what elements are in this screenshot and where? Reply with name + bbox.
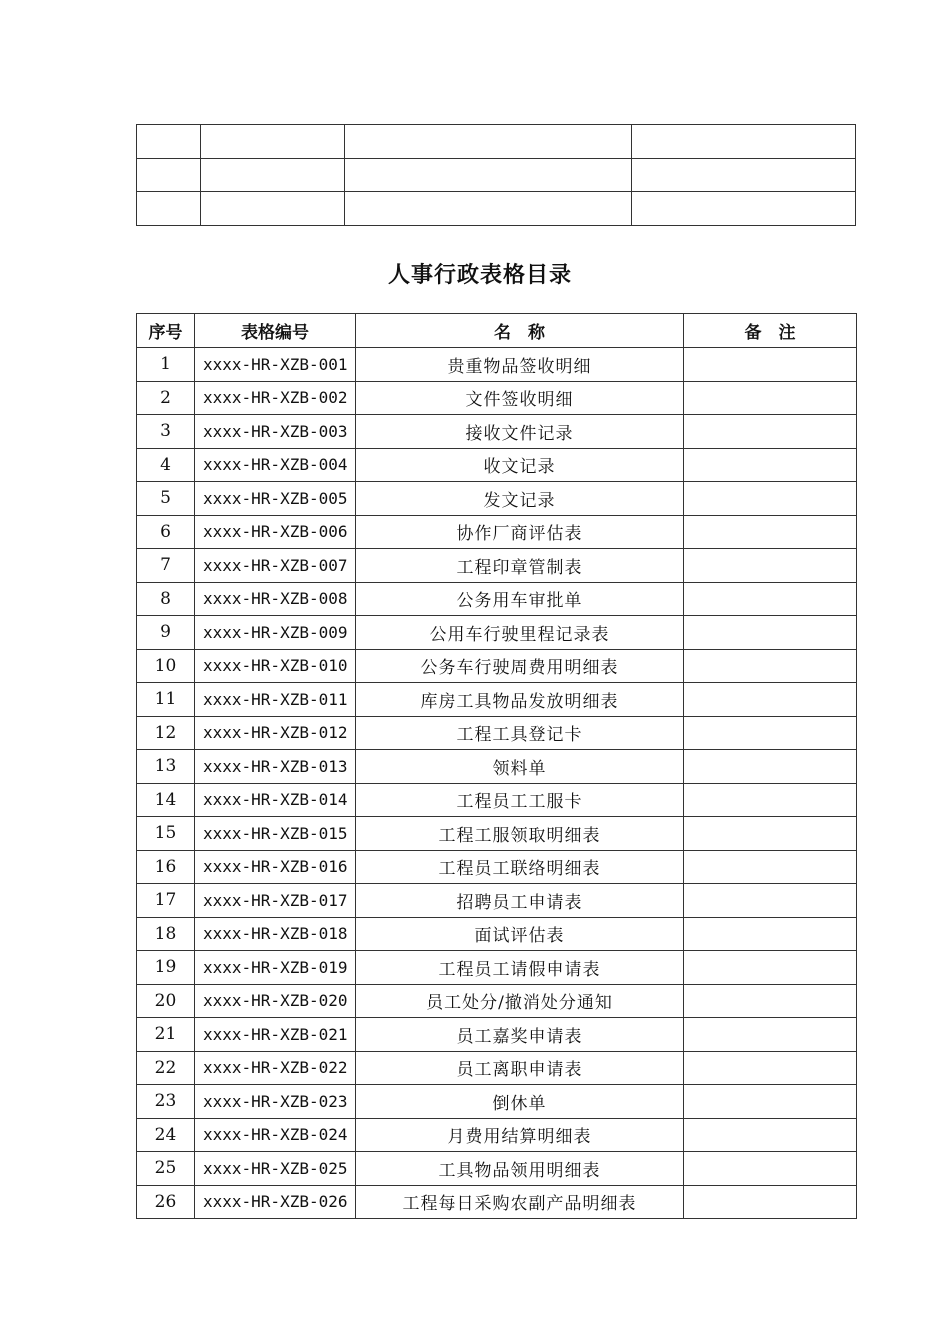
- table-row: [137, 917, 857, 951]
- code-cell: xxxx-HR-XZB-010: [195, 649, 356, 683]
- seq-cell: 24: [137, 1118, 195, 1152]
- top-table-cell: [632, 192, 856, 226]
- page-title: 人事行政表格目录: [387, 263, 572, 288]
- code-cell: xxxx-HR-XZB-024: [195, 1118, 356, 1152]
- table-row: [137, 1185, 857, 1219]
- name-cell: 收文记录: [356, 448, 684, 482]
- catalog-header-row: [137, 314, 857, 348]
- name-cell: 公用车行驶里程记录表: [356, 616, 684, 650]
- name-cell: 招聘员工申请表: [356, 884, 684, 918]
- code-cell: xxxx-HR-XZB-023: [195, 1085, 356, 1119]
- remark-cell: [684, 1152, 857, 1186]
- table-row: [137, 649, 857, 683]
- table-row: [137, 951, 857, 985]
- top-table-cell: [201, 125, 345, 159]
- table-row: [137, 1152, 857, 1186]
- seq-cell: 13: [137, 750, 195, 784]
- code-cell: xxxx-HR-XZB-022: [195, 1051, 356, 1085]
- table-row: [137, 448, 857, 482]
- remark-cell: [684, 415, 857, 449]
- top-table-cell: [201, 192, 345, 226]
- remark-cell: [684, 348, 857, 382]
- remark-cell: [684, 1051, 857, 1085]
- seq-cell: 6: [137, 515, 195, 549]
- code-cell: xxxx-HR-XZB-014: [195, 783, 356, 817]
- code-cell: xxxx-HR-XZB-009: [195, 616, 356, 650]
- table-row: [137, 1018, 857, 1052]
- seq-cell: 15: [137, 817, 195, 851]
- remark-cell: [684, 582, 857, 616]
- remark-cell: [684, 482, 857, 516]
- code-cell: xxxx-HR-XZB-004: [195, 448, 356, 482]
- name-cell: 发文记录: [356, 482, 684, 516]
- code-cell: xxxx-HR-XZB-016: [195, 850, 356, 884]
- name-cell: 员工离职申请表: [356, 1051, 684, 1085]
- table-row: [137, 1051, 857, 1085]
- table-row: [137, 683, 857, 717]
- seq-cell: 19: [137, 951, 195, 985]
- table-row: [137, 1118, 857, 1152]
- header-name: 名 称: [356, 314, 684, 348]
- seq-cell: 21: [137, 1018, 195, 1052]
- catalog-table: [136, 313, 857, 1219]
- table-row: [137, 549, 857, 583]
- table-row: [137, 884, 857, 918]
- remark-cell: [684, 616, 857, 650]
- seq-cell: 1: [137, 348, 195, 382]
- code-cell: xxxx-HR-XZB-013: [195, 750, 356, 784]
- name-cell: 公务车行驶周费用明细表: [356, 649, 684, 683]
- code-cell: xxxx-HR-XZB-007: [195, 549, 356, 583]
- table-row: [137, 716, 857, 750]
- code-cell: xxxx-HR-XZB-006: [195, 515, 356, 549]
- top-table-cell: [137, 125, 201, 159]
- code-cell: xxxx-HR-XZB-018: [195, 917, 356, 951]
- name-cell: 公务用车审批单: [356, 582, 684, 616]
- table-row: [137, 783, 857, 817]
- remark-cell: [684, 549, 857, 583]
- seq-cell: 3: [137, 415, 195, 449]
- code-cell: xxxx-HR-XZB-012: [195, 716, 356, 750]
- catalog-table-body: [137, 348, 857, 1219]
- name-cell: 领料单: [356, 750, 684, 784]
- remark-cell: [684, 984, 857, 1018]
- table-row: [137, 381, 857, 415]
- top-table-cell: [345, 158, 632, 192]
- remark-cell: [684, 1118, 857, 1152]
- remark-cell: [684, 1185, 857, 1219]
- remark-cell: [684, 1018, 857, 1052]
- name-cell: 库房工具物品发放明细表: [356, 683, 684, 717]
- code-cell: xxxx-HR-XZB-020: [195, 984, 356, 1018]
- top-table-row: [137, 192, 856, 226]
- top-table-cell: [137, 192, 201, 226]
- seq-cell: 4: [137, 448, 195, 482]
- seq-cell: 7: [137, 549, 195, 583]
- name-cell: 工程员工联络明细表: [356, 850, 684, 884]
- table-row: [137, 582, 857, 616]
- seq-cell: 25: [137, 1152, 195, 1186]
- seq-cell: 20: [137, 984, 195, 1018]
- code-cell: xxxx-HR-XZB-025: [195, 1152, 356, 1186]
- remark-cell: [684, 716, 857, 750]
- name-cell: 工程员工请假申请表: [356, 951, 684, 985]
- seq-cell: 26: [137, 1185, 195, 1219]
- table-row: [137, 515, 857, 549]
- seq-cell: 16: [137, 850, 195, 884]
- top-table-cell: [632, 125, 856, 159]
- top-table-cell: [345, 125, 632, 159]
- code-cell: xxxx-HR-XZB-003: [195, 415, 356, 449]
- table-row: [137, 415, 857, 449]
- seq-cell: 12: [137, 716, 195, 750]
- name-cell: 协作厂商评估表: [356, 515, 684, 549]
- seq-cell: 5: [137, 482, 195, 516]
- seq-cell: 2: [137, 381, 195, 415]
- code-cell: xxxx-HR-XZB-026: [195, 1185, 356, 1219]
- name-cell: 工程工服领取明细表: [356, 817, 684, 851]
- name-cell: 员工嘉奖申请表: [356, 1018, 684, 1052]
- seq-cell: 22: [137, 1051, 195, 1085]
- name-cell: 面试评估表: [356, 917, 684, 951]
- name-cell: 月费用结算明细表: [356, 1118, 684, 1152]
- code-cell: xxxx-HR-XZB-005: [195, 482, 356, 516]
- name-cell: 倒休单: [356, 1085, 684, 1119]
- name-cell: 工程工具登记卡: [356, 716, 684, 750]
- remark-cell: [684, 917, 857, 951]
- top-table-cell: [137, 158, 201, 192]
- name-cell: 贵重物品签收明细: [356, 348, 684, 382]
- seq-cell: 17: [137, 884, 195, 918]
- name-cell: 员工处分/撤消处分通知: [356, 984, 684, 1018]
- top-table-cell: [345, 192, 632, 226]
- code-cell: xxxx-HR-XZB-011: [195, 683, 356, 717]
- name-cell: 文件签收明细: [356, 381, 684, 415]
- top-table-body: [137, 125, 856, 226]
- code-cell: xxxx-HR-XZB-015: [195, 817, 356, 851]
- seq-cell: 11: [137, 683, 195, 717]
- code-cell: xxxx-HR-XZB-017: [195, 884, 356, 918]
- code-cell: xxxx-HR-XZB-019: [195, 951, 356, 985]
- top-table-cell: [632, 158, 856, 192]
- remark-cell: [684, 783, 857, 817]
- seq-cell: 10: [137, 649, 195, 683]
- table-row: [137, 348, 857, 382]
- code-cell: xxxx-HR-XZB-001: [195, 348, 356, 382]
- remark-cell: [684, 884, 857, 918]
- header-seq: 序号: [137, 314, 195, 348]
- table-row: [137, 984, 857, 1018]
- top-table-row: [137, 125, 856, 159]
- remark-cell: [684, 515, 857, 549]
- header-code: 表格编号: [195, 314, 356, 348]
- table-row: [137, 1085, 857, 1119]
- seq-cell: 8: [137, 582, 195, 616]
- table-row: [137, 750, 857, 784]
- header-remark: 备 注: [684, 314, 857, 348]
- name-cell: 工程每日采购农副产品明细表: [356, 1185, 684, 1219]
- name-cell: 工程员工工服卡: [356, 783, 684, 817]
- remark-cell: [684, 850, 857, 884]
- top-blank-table: [136, 124, 856, 226]
- remark-cell: [684, 1085, 857, 1119]
- top-table-cell: [201, 158, 345, 192]
- name-cell: 工具物品领用明细表: [356, 1152, 684, 1186]
- seq-cell: 18: [137, 917, 195, 951]
- remark-cell: [684, 683, 857, 717]
- table-row: [137, 616, 857, 650]
- code-cell: xxxx-HR-XZB-021: [195, 1018, 356, 1052]
- remark-cell: [684, 448, 857, 482]
- remark-cell: [684, 951, 857, 985]
- remark-cell: [684, 381, 857, 415]
- seq-cell: 9: [137, 616, 195, 650]
- top-table-row: [137, 158, 856, 192]
- remark-cell: [684, 817, 857, 851]
- name-cell: 工程印章管制表: [356, 549, 684, 583]
- remark-cell: [684, 750, 857, 784]
- remark-cell: [684, 649, 857, 683]
- seq-cell: 23: [137, 1085, 195, 1119]
- table-row: [137, 482, 857, 516]
- table-row: [137, 850, 857, 884]
- seq-cell: 14: [137, 783, 195, 817]
- name-cell: 接收文件记录: [356, 415, 684, 449]
- table-row: [137, 817, 857, 851]
- code-cell: xxxx-HR-XZB-002: [195, 381, 356, 415]
- code-cell: xxxx-HR-XZB-008: [195, 582, 356, 616]
